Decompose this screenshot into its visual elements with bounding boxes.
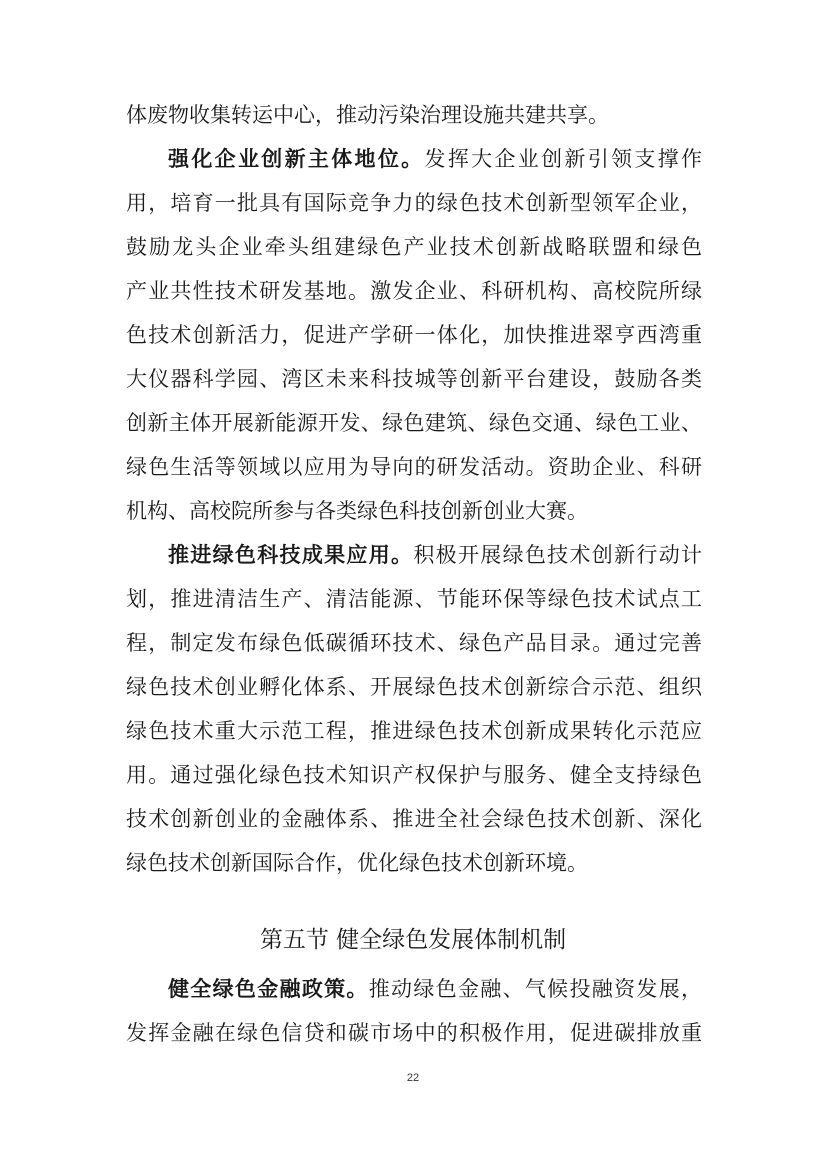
paragraph-line: 划，推进清洁生产、清洁能源、节能环保等绿色技术试点工 — [126, 587, 702, 611]
paragraph-first-line-text: 推动绿色金融、气候投融资发展， — [368, 977, 703, 1001]
paragraph-line: 鼓励龙头企业牵头组建绿色产业技术创新战略联盟和绿色 — [126, 235, 702, 259]
paragraph-lead-heading: 推进绿色科技成果应用。 — [168, 543, 414, 567]
paragraph-first-line — [168, 975, 702, 1003]
paragraph-line: 色技术创新活力，促进产学研一体化，加快推进翠亨西湾重 — [126, 323, 702, 347]
paragraph-line: 机构、高校院所参与各类绿色科技创新创业大赛。 — [126, 499, 588, 523]
paragraph-first-line-text: 发挥大企业创新引领支撑作 — [424, 147, 702, 171]
paragraph-line: 用。通过强化绿色技术知识产权保护与服务、健全支持绿色 — [126, 763, 702, 787]
paragraph-first-line — [168, 145, 702, 173]
paragraph-line: 大仪器科学园、湾区未来科技城等创新平台建设，鼓励各类 — [126, 367, 702, 391]
paragraph-lead-heading: 健全绿色金融政策。 — [168, 977, 369, 1001]
paragraph-line: 体废物收集转运中心，推动污染治理设施共建共享。 — [126, 103, 609, 127]
paragraph-first-line — [168, 541, 702, 569]
paragraph-line: 产业共性技术研发基地。激发企业、科研机构、高校院所绿 — [126, 279, 702, 303]
paragraph-line: 发挥金融在绿色信贷和碳市场中的积极作用，促进碳排放重 — [126, 1021, 702, 1045]
paragraph-line: 绿色技术创业孵化体系、开展绿色技术创新综合示范、组织 — [126, 675, 702, 699]
paragraph-line: 创新主体开展新能源开发、绿色建筑、绿色交通、绿色工业、 — [126, 411, 702, 435]
section-heading: 第五节 健全绿色发展体制机制 — [259, 927, 567, 953]
paragraph-line: 绿色技术重大示范工程，推进绿色技术创新成果转化示范应 — [126, 719, 702, 743]
paragraph-line: 绿色技术创新国际合作，优化绿色技术创新环境。 — [126, 851, 588, 875]
paragraph-lead-heading: 强化企业创新主体地位。 — [168, 147, 425, 171]
paragraph-line: 用，培育一批具有国际竞争力的绿色技术创新型领军企业， — [126, 191, 702, 215]
paragraph-line: 绿色生活等领域以应用为导向的研发活动。资助企业、科研 — [126, 455, 702, 479]
paragraph-first-line-text: 积极开展绿色技术创新行动计 — [413, 543, 703, 567]
page-number: 22 — [406, 1072, 420, 1084]
paragraph-line: 程，制定发布绿色低碳循环技术、绿色产品目录。通过完善 — [126, 631, 702, 655]
paragraph-line: 技术创新创业的金融体系、推进全社会绿色技术创新、深化 — [126, 807, 702, 831]
